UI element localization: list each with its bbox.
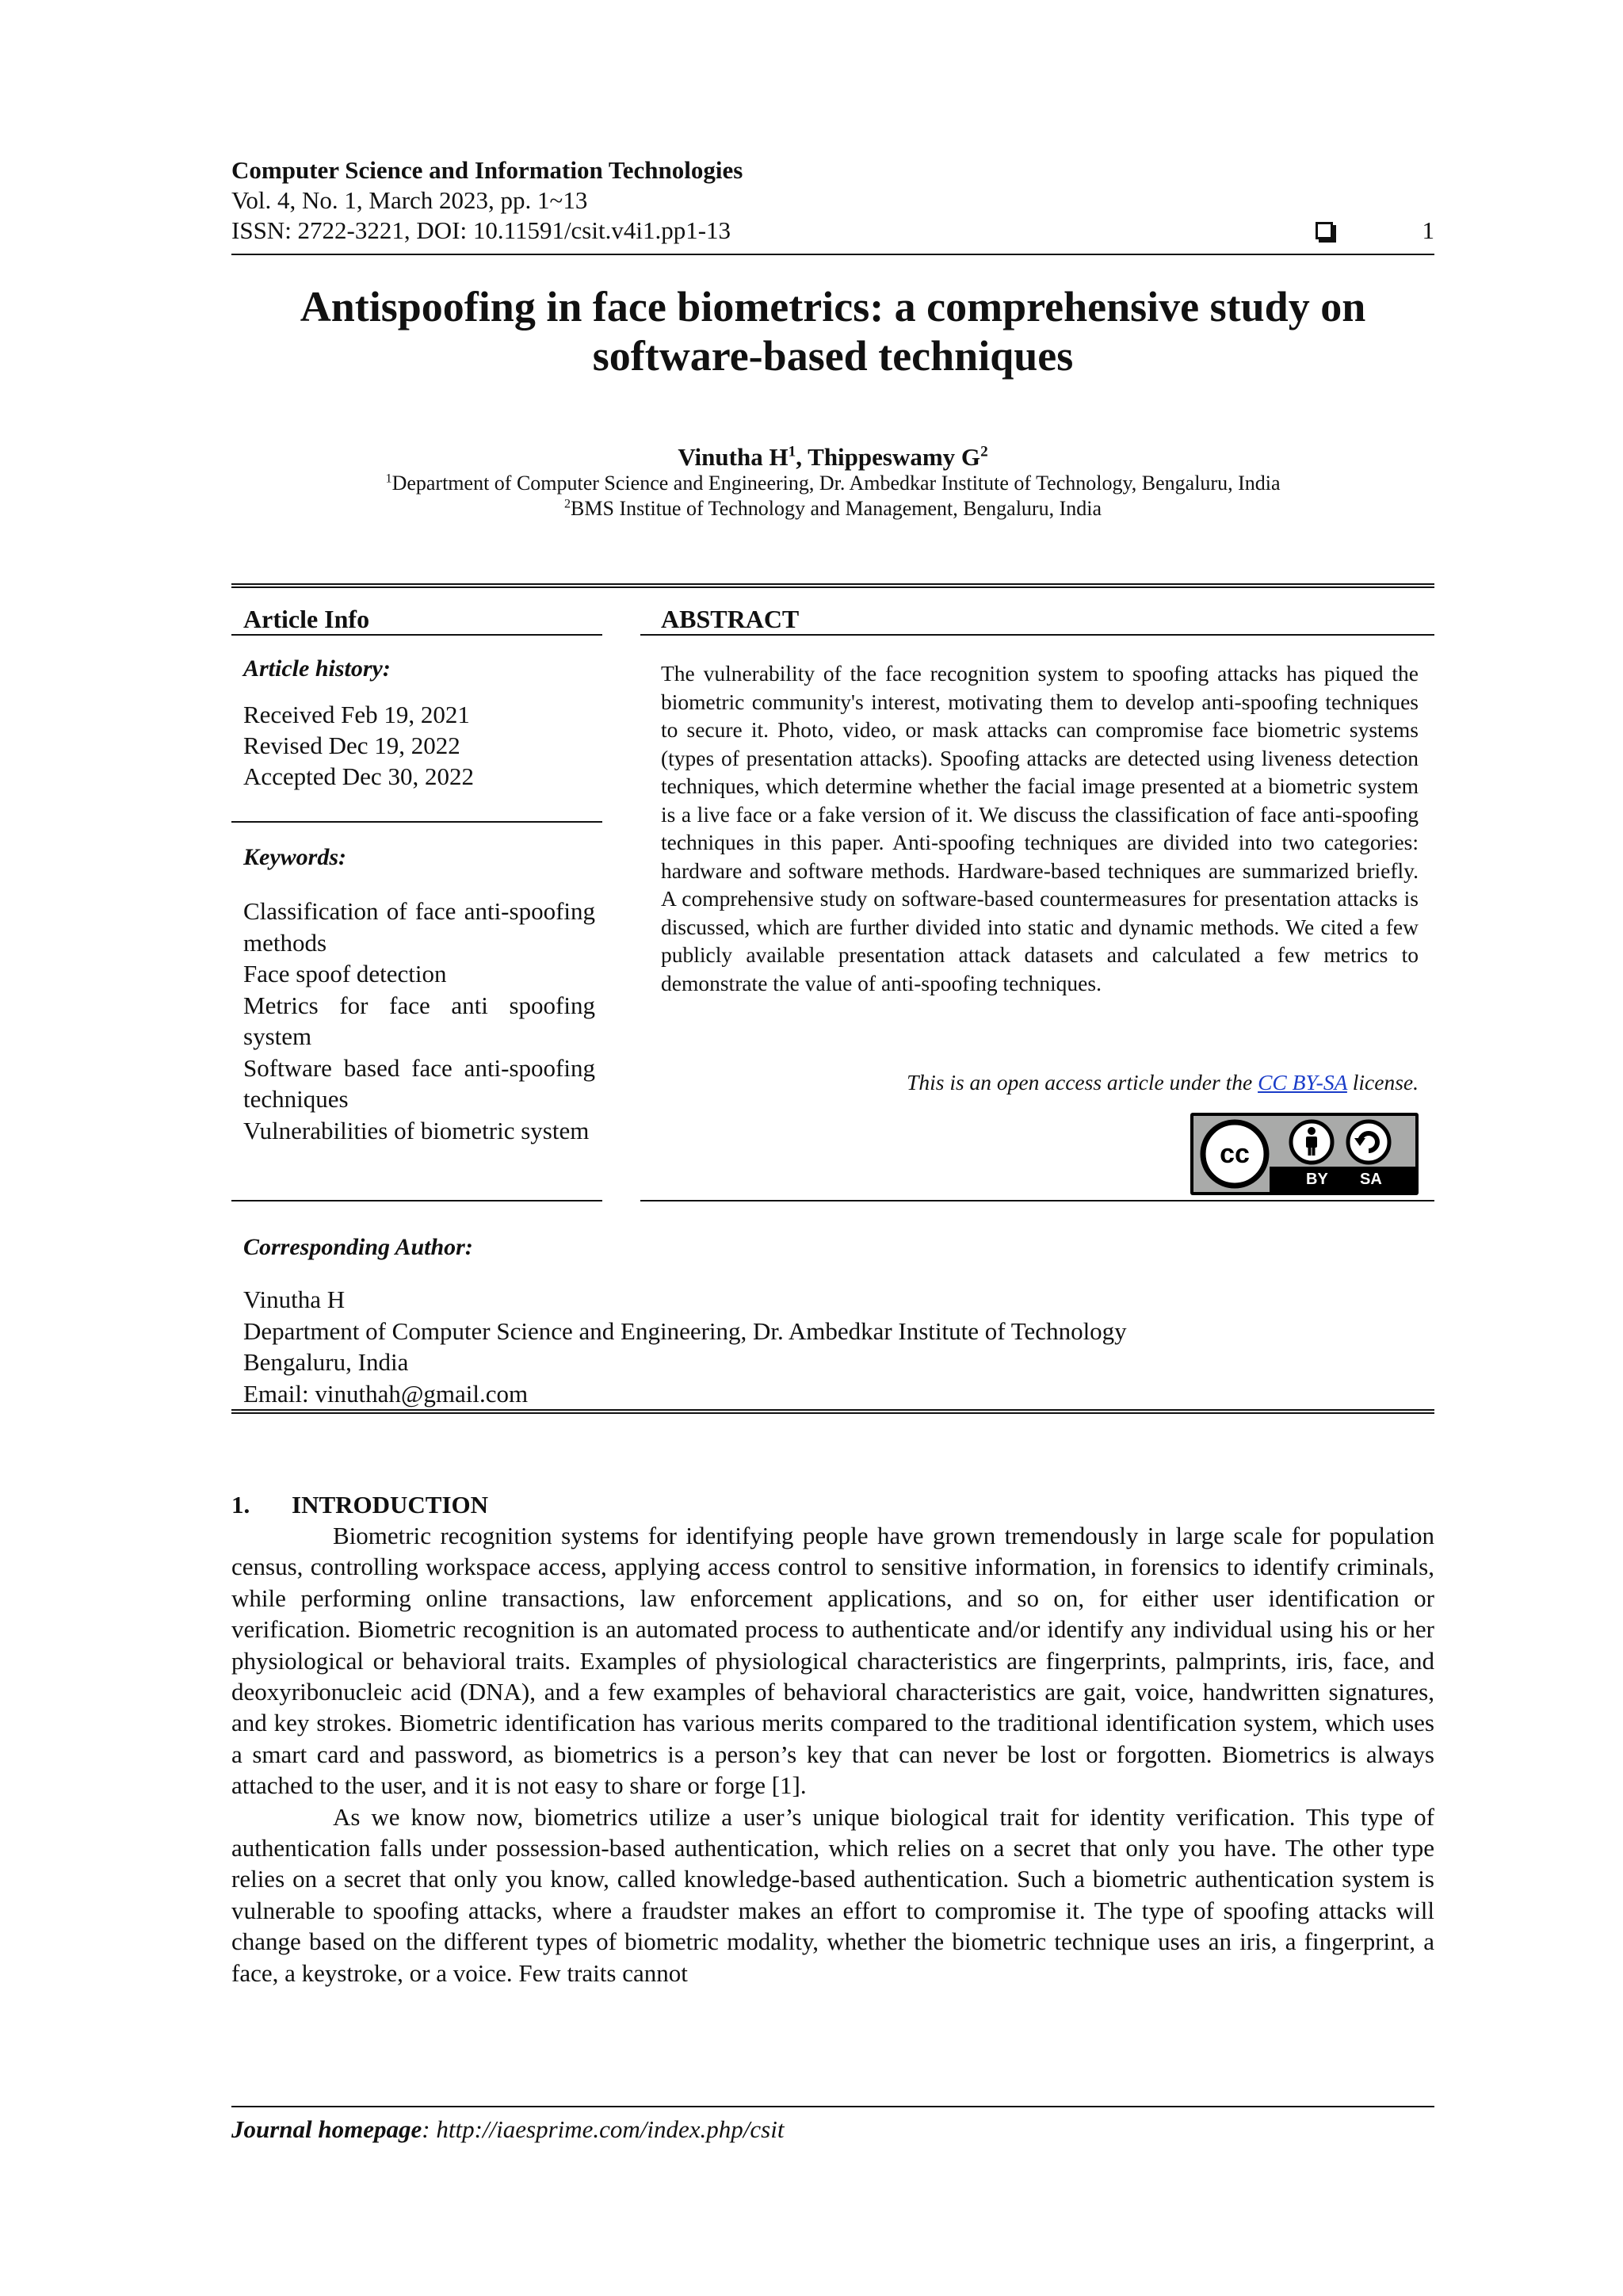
abstract-rule xyxy=(640,634,1434,636)
affiliation xyxy=(231,471,1434,496)
abstract-heading: ABSTRACT xyxy=(661,605,800,633)
keywords-list xyxy=(243,896,595,1146)
cc-logo-icon xyxy=(1200,1119,1270,1189)
badge-by-label: BY xyxy=(1306,1171,1328,1188)
keywords-bottom-rule xyxy=(231,1200,602,1201)
keywords-top-rule xyxy=(231,821,602,823)
badge-sa-label: SA xyxy=(1360,1171,1382,1188)
author-name: Vinutha H xyxy=(678,443,789,471)
issn-row xyxy=(231,216,1434,246)
footer-label: Journal homepage xyxy=(231,2115,422,2143)
journal-name: Computer Science and Information Technologies xyxy=(231,156,743,184)
page-number: 1 xyxy=(1422,216,1434,244)
received-date: Received Feb 19, 2021 xyxy=(243,701,470,728)
paragraph: Biometric recognition systems for identifying people have grown tremendously in large scale for population census, controlling workspace access, applying access control to sensitive information, in forensics to identify criminals, while performing online transactions, law enforcement applications, and so on, for either user identification or verification. Biometric recognition is an automated process to authenticate and/or identify any individual using his or her physiological or behavioral traits. Examples of physiological characteristics are fingerprints, palmprints, iris, face, and deoxyribonucleic acid (DNA), and a few examples of behavioral characteristics are gait, voice, handwritten signatures, and key strokes. Biometric identification has various merits compared to the traditional identification system, which uses a smart card and password, as biometrics is a person’s key that can never be lost or forgotten. Biometrics is always attached to the user, and it is not easy to share or forge [1]. xyxy=(231,1522,1434,1800)
square-bullet-icon xyxy=(1316,222,1333,239)
affiliation xyxy=(231,496,1434,521)
revised-date: Revised Dec 19, 2022 xyxy=(243,732,460,759)
keyword: Vulnerabilities of biometric system xyxy=(243,1116,590,1144)
license-suffix: license. xyxy=(1346,1070,1419,1095)
running-header xyxy=(231,155,1434,246)
article-info-rule xyxy=(231,634,602,636)
volume-line: Vol. 4, No. 1, March 2023, pp. 1~13 xyxy=(231,186,588,214)
corresponding-author-block xyxy=(243,1284,1127,1409)
affiliation-text: BMS Institue of Technology and Management, Bengaluru, India xyxy=(571,497,1102,520)
keywords-heading: Keywords: xyxy=(243,844,346,870)
corresponding-author-heading: Corresponding Author: xyxy=(243,1234,473,1260)
author-separator: , xyxy=(796,443,808,471)
keyword: Metrics for face anti spoofing system xyxy=(243,991,595,1050)
author-line xyxy=(231,442,1434,472)
info-block-top-rule xyxy=(231,583,1434,588)
corresponding-department: Department of Computer Science and Engineering, Dr. Ambedkar Institute of Technology xyxy=(243,1316,1127,1345)
paragraph: As we know now, biometrics utilize a user’s unique biological trait for identity verification. This type of authentication falls under possession-based authentication, which relies on a secret that only you have. The other type relies on a secret that only you know, called knowledge-based authentication. Such a biometric authentication system is vulnerable to spoofing attacks, where a fraudster makes an effort to compromise it. The type of spoofing attacks will change based on the different types of biometric modality, whether the biometric technique uses an iris, a fingerprint, a face, a keystroke, or a voice. Few traits cannot xyxy=(231,1802,1434,1987)
issn-line: ISSN: 2722-3221, DOI: 10.11591/csit.v4i1.pp1-13 xyxy=(231,216,731,244)
license-link[interactable]: CC BY-SA xyxy=(1258,1070,1347,1095)
keyword: Face spoof detection xyxy=(243,960,447,988)
section-title: INTRODUCTION xyxy=(292,1491,489,1519)
journal-homepage xyxy=(231,2115,784,2145)
cc-logo-text: cc xyxy=(1220,1139,1250,1169)
license-note xyxy=(661,1068,1419,1097)
corresponding-name: Vinutha H xyxy=(243,1286,346,1313)
section-number: 1. xyxy=(231,1491,250,1519)
share-alike-icon xyxy=(1346,1119,1392,1165)
corresponding-location: Bengaluru, India xyxy=(243,1348,409,1376)
abstract-bottom-rule xyxy=(640,1200,1434,1201)
introduction-body xyxy=(231,1520,1434,1988)
author-affiliation-mark: 1 xyxy=(788,443,796,460)
author-name: Thippeswamy G xyxy=(808,443,981,471)
author-affiliation-mark: 2 xyxy=(980,443,988,460)
affiliation-mark: 1 xyxy=(385,472,392,486)
affiliation-mark: 2 xyxy=(563,497,571,511)
section-heading xyxy=(231,1490,488,1520)
info-block-bottom-rule xyxy=(231,1409,1434,1414)
affiliation-text: Department of Computer Science and Engineering, Dr. Ambedkar Institute of Technology, Bengaluru, India xyxy=(391,472,1281,495)
license-prefix: This is an open access article under the xyxy=(907,1070,1258,1095)
article-info-heading: Article Info xyxy=(243,605,370,633)
cc-by-sa-badge[interactable] xyxy=(1190,1113,1419,1195)
footer-divider xyxy=(231,2106,1434,2107)
paper-title: Antispoofing in face biometrics: a comprehensive study on software-based techniques xyxy=(300,283,1366,380)
keyword: Classification of face anti-spoofing methods xyxy=(243,897,595,957)
footer-url: : http://iaesprime.com/index.php/csit xyxy=(422,2115,785,2143)
attribution-icon xyxy=(1289,1119,1335,1165)
keyword: Software based face anti-spoofing techniques xyxy=(243,1053,595,1113)
header-divider xyxy=(231,254,1434,255)
abstract-text: The vulnerability of the face recognition system to spoofing attacks has piqued the biometric community's interest, motivating them to develop anti-spoofing techniques to secure it. Photo, video, or mask attacks can compromise face biometric systems (types of presentation attacks). Spoofing attacks are detected using liveness detection techniques, which determine whether the facial image presented at a biometric system is a live face or a fake version of it. We discuss the classification of face anti-spoofing techniques in this paper. Anti-spoofing techniques are divided into two categories: hardware and software methods. Hardware-based techniques are summarized briefly. A comprehensive study on software-based countermeasures for presentation attacks is discussed, which are further divided into static and dynamic methods. We cited a few publicly available presentation attack datasets and calculated a few metrics to demonstrate the value of anti-spoofing techniques. xyxy=(661,661,1419,995)
corresponding-email: Email: vinuthah@gmail.com xyxy=(243,1379,529,1408)
accepted-date: Accepted Dec 30, 2022 xyxy=(243,762,474,790)
article-history-heading: Article history: xyxy=(243,655,391,682)
badge-strip xyxy=(1270,1167,1415,1192)
